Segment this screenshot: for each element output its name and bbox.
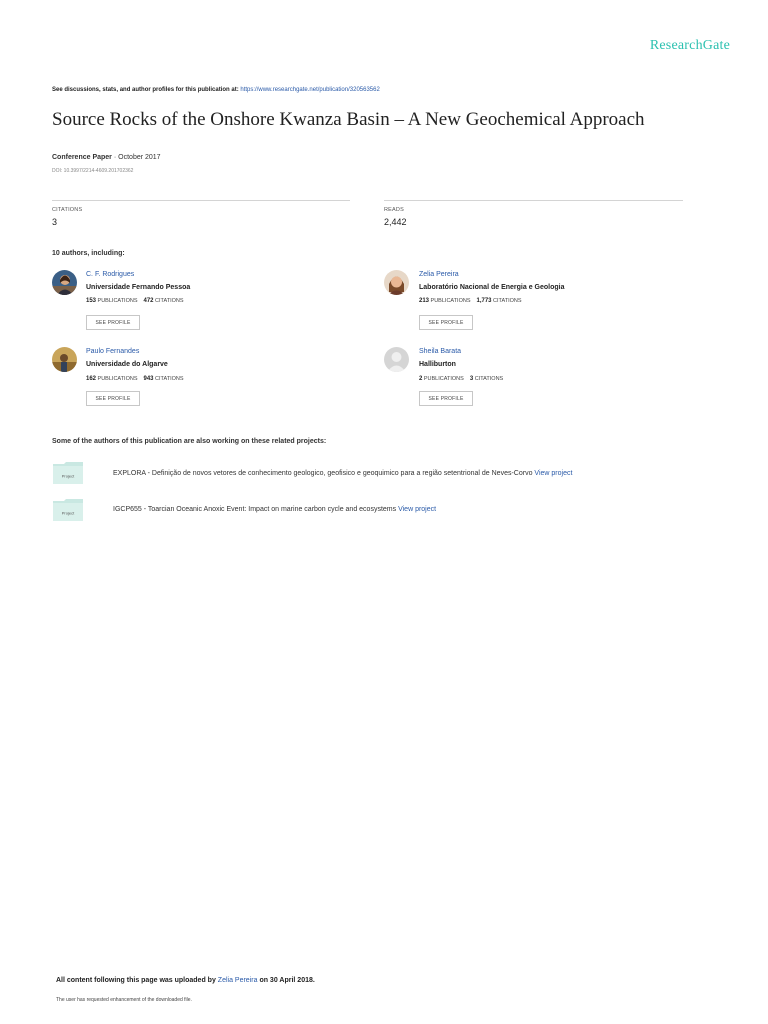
project-item-igcp655 bbox=[113, 506, 436, 513]
citations-unit: CITATIONS bbox=[155, 376, 184, 382]
project-badge-label: Project bbox=[61, 510, 75, 516]
author-stats-barata bbox=[419, 376, 503, 382]
project-badge-label: Project bbox=[61, 473, 75, 479]
citations-divider bbox=[52, 200, 350, 201]
related-projects-heading: Some of the authors of this publication are also working on these related projects: bbox=[52, 438, 327, 445]
author-publications-count: 2 bbox=[419, 376, 423, 382]
author-citations-count: 943 bbox=[143, 376, 154, 382]
paper-title: Source Rocks of the Onshore Kwanza Basin – A New Geochemical Approach bbox=[52, 109, 645, 130]
folder-icon bbox=[53, 499, 83, 521]
view-project-link[interactable]: View project bbox=[398, 506, 437, 513]
author-name-rodrigues[interactable]: C. F. Rodrigues bbox=[86, 271, 135, 278]
author-name-barata[interactable]: Sheila Barata bbox=[419, 348, 462, 355]
publications-unit: PUBLICATIONS bbox=[97, 376, 138, 382]
author-photo-icon bbox=[52, 347, 77, 372]
publication-url-link[interactable]: https://www.researchgate.net/publication/320563562 bbox=[240, 87, 380, 93]
meta-separator: · bbox=[111, 154, 119, 161]
citations-value: 3 bbox=[52, 217, 58, 227]
paper-date: October 2017 bbox=[118, 154, 161, 161]
reads-value: 2,442 bbox=[384, 217, 407, 227]
author-institution-pereira: Laboratório Nacional de Energia e Geologia bbox=[419, 284, 565, 291]
enhancement-note: The user has requested enhancement of the downloaded file. bbox=[56, 997, 192, 1003]
view-project-link[interactable]: View project bbox=[534, 470, 573, 477]
author-name-fernandes[interactable]: Paulo Fernandes bbox=[86, 348, 140, 355]
researchgate-logo[interactable]: ResearchGate bbox=[649, 38, 730, 53]
publication-link-intro: See discussions, stats, and author profiles for this publication at: bbox=[52, 87, 239, 93]
author-institution-barata: Halliburton bbox=[419, 361, 456, 368]
see-profile-button-barata[interactable]: SEE PROFILE bbox=[419, 391, 473, 406]
citations-unit: CITATIONS bbox=[474, 376, 504, 382]
folder-icon bbox=[53, 462, 83, 484]
author-avatar-barata[interactable] bbox=[384, 347, 409, 372]
paper-meta bbox=[52, 154, 161, 161]
project-folder-icon[interactable] bbox=[53, 462, 83, 484]
see-profile-button-pereira[interactable]: SEE PROFILE bbox=[419, 315, 473, 330]
paper-type: Conference Paper bbox=[52, 154, 112, 161]
publications-unit: PUBLICATIONS bbox=[97, 298, 138, 304]
author-photo-icon bbox=[52, 270, 77, 295]
citations-label: CITATIONS bbox=[52, 207, 83, 213]
citations-unit: CITATIONS bbox=[155, 298, 184, 304]
author-stats-pereira bbox=[419, 298, 522, 304]
publications-unit: PUBLICATIONS bbox=[423, 376, 464, 382]
publications-unit: PUBLICATIONS bbox=[430, 298, 471, 304]
author-publications-count: 153 bbox=[86, 298, 97, 304]
see-profile-button-fernandes[interactable]: SEE PROFILE bbox=[86, 391, 140, 406]
author-publications-count: 162 bbox=[86, 376, 97, 382]
author-stats-rodrigues bbox=[86, 298, 184, 304]
author-avatar-fernandes[interactable] bbox=[52, 347, 77, 372]
author-publications-count: 213 bbox=[419, 298, 430, 304]
upload-notice bbox=[56, 977, 315, 984]
reads-label: READS bbox=[384, 207, 404, 213]
author-citations-count: 472 bbox=[143, 298, 154, 304]
authors-heading: 10 authors, including: bbox=[52, 250, 125, 257]
author-citations-count: 3 bbox=[469, 376, 474, 382]
author-avatar-pereira[interactable] bbox=[384, 270, 409, 295]
paper-doi: DOI: 10.3997/2214-4609.201702362 bbox=[52, 168, 134, 174]
reads-divider bbox=[384, 200, 683, 201]
project-folder-icon[interactable] bbox=[53, 499, 83, 521]
author-avatar-rodrigues[interactable] bbox=[52, 270, 77, 295]
project-title: IGCP655 - Toarcian Oceanic Anoxic Event: Impact on marine carbon cycle and ecosystems bbox=[113, 506, 397, 513]
author-institution-rodrigues: Universidade Fernando Pessoa bbox=[86, 284, 191, 291]
author-photo-icon bbox=[384, 270, 409, 295]
see-profile-button-rodrigues[interactable]: SEE PROFILE bbox=[86, 315, 140, 330]
citations-unit: CITATIONS bbox=[493, 298, 522, 304]
author-institution-fernandes: Universidade do Algarve bbox=[86, 361, 168, 368]
project-title: EXPLORA - Definição de novos vetores de conhecimento geologico, geofisico e geoquimico para a região setentrional de Neves-Corvo bbox=[113, 470, 533, 477]
publication-link-line bbox=[52, 87, 380, 93]
project-item-explora bbox=[113, 470, 572, 477]
uploader-link[interactable]: Zelia Pereira bbox=[217, 977, 258, 984]
author-citations-count: 1,773 bbox=[476, 298, 492, 304]
author-stats-fernandes bbox=[86, 376, 184, 382]
upload-suffix: on 30 April 2018. bbox=[259, 977, 315, 984]
upload-prefix: All content following this page was uploaded by bbox=[56, 977, 216, 984]
author-name-pereira[interactable]: Zelia Pereira bbox=[419, 271, 459, 278]
default-user-icon bbox=[384, 347, 409, 372]
